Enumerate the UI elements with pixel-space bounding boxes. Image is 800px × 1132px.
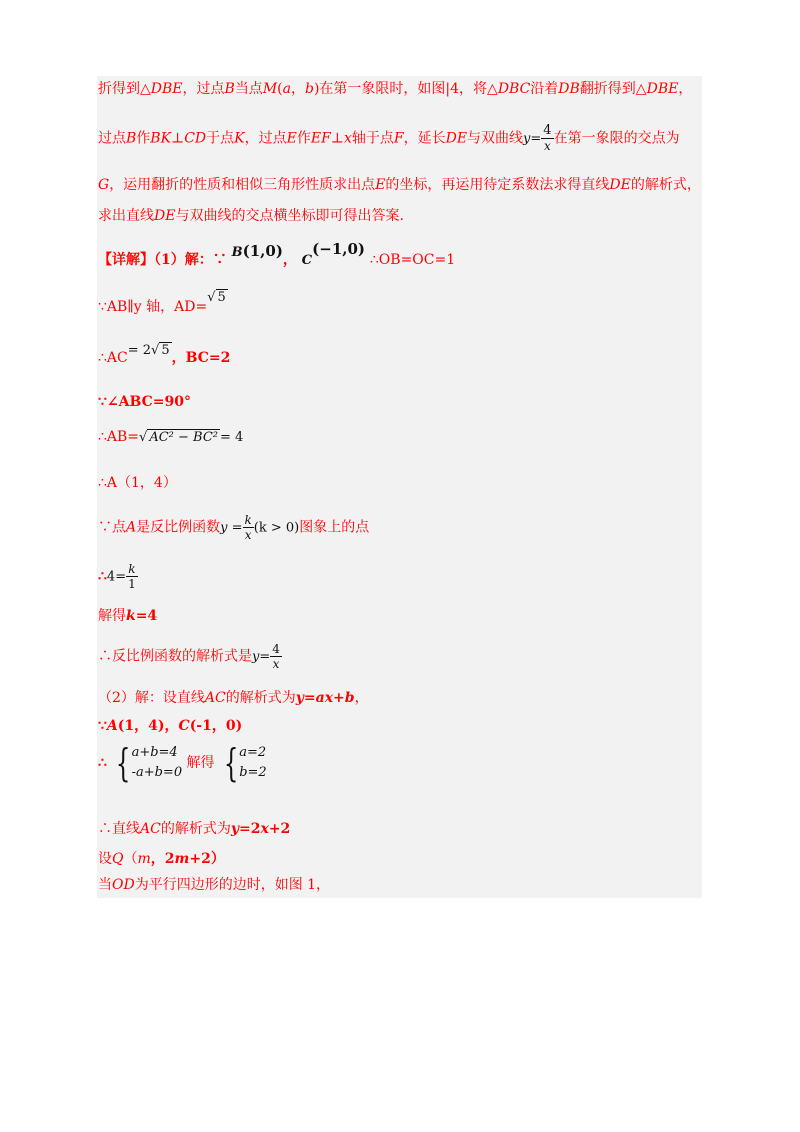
fraction	[243, 513, 254, 542]
text: ∵	[98, 718, 107, 734]
text: )在第一象限时，如图|4，将△	[313, 81, 498, 97]
text-line-1	[98, 80, 692, 98]
fraction-numerator: 4	[272, 642, 280, 656]
text: =	[303, 690, 316, 706]
math: BK	[150, 130, 172, 147]
math: E	[375, 177, 386, 193]
equation-row: -a+b=0	[131, 765, 183, 780]
math: OD	[112, 877, 135, 893]
text: ∴	[98, 568, 107, 585]
text: =2	[238, 821, 261, 837]
text: 解得	[186, 755, 215, 771]
math: = 2	[127, 343, 152, 358]
fraction	[270, 642, 282, 671]
math: A	[126, 519, 137, 536]
math-point-c: C	[301, 253, 313, 268]
text-line-20	[98, 876, 330, 894]
math: DBE	[150, 81, 183, 97]
fraction-denominator: 1	[128, 577, 136, 591]
text: ∴AB=	[98, 429, 140, 445]
math: Q	[112, 851, 124, 867]
math: K	[234, 130, 245, 147]
text: =4	[135, 608, 158, 624]
math-condition: (k > 0)	[253, 520, 300, 536]
text: 在第一象限的交点为	[553, 130, 680, 147]
fraction-numerator: 4	[543, 123, 552, 138]
text-line-7	[98, 343, 231, 368]
math: AC	[140, 821, 161, 837]
sqrt-expression: √ AC² − BC²	[139, 430, 218, 445]
text: （	[123, 851, 138, 867]
text: ，延长	[403, 130, 446, 147]
math: CD	[184, 130, 207, 147]
text: 当	[98, 877, 112, 893]
equation-system-1: { a+b=4 -a+b=0	[116, 741, 183, 785]
math: M	[262, 81, 278, 97]
math-y-equals: y=	[523, 131, 542, 147]
text: +2）	[189, 851, 225, 867]
text: ，	[354, 690, 369, 706]
text: ，	[678, 81, 693, 97]
fraction-numerator: k	[244, 513, 252, 527]
text: +2	[268, 821, 291, 837]
text: 解得	[98, 608, 126, 624]
text-line-4	[98, 207, 404, 225]
math: B	[224, 81, 235, 97]
text: (	[277, 81, 283, 97]
text: +	[333, 690, 345, 706]
text: 是反比例函数	[136, 519, 221, 536]
math: b	[304, 81, 314, 97]
math: F	[393, 130, 404, 147]
math: DBC	[497, 81, 531, 97]
text: （2）解：设直线	[98, 690, 205, 706]
text: ⊥	[171, 130, 185, 147]
text-line-19	[98, 850, 225, 868]
math: E	[286, 130, 297, 147]
math: DE	[609, 177, 631, 193]
text: (1，4)，	[117, 718, 179, 734]
math: m	[137, 851, 151, 867]
sqrt-expression: √ 5	[151, 343, 170, 358]
math-y-equals: y=	[252, 649, 271, 665]
text: 设	[98, 851, 112, 867]
math: y	[230, 821, 239, 837]
math: EF	[310, 130, 331, 147]
text: 作	[296, 130, 311, 147]
math: DE	[445, 130, 468, 147]
text: ，	[282, 252, 297, 268]
text: ∵AB∥y 轴，AD=	[98, 299, 208, 315]
math: AC	[204, 690, 226, 706]
text: 当点	[234, 81, 263, 97]
fraction	[541, 124, 553, 153]
text: 与双曲线的交点横坐标即可得出答案.	[175, 208, 404, 224]
text-line-6	[98, 290, 228, 317]
text-line-12	[98, 562, 138, 591]
text: ∴反比例函数的解析式是	[98, 648, 252, 665]
text: 轴于点	[351, 130, 394, 147]
math: x	[343, 130, 352, 147]
text: 沿着	[530, 81, 559, 97]
math: x	[260, 821, 269, 837]
text: ，2	[150, 851, 175, 867]
text: ∴OB=OC=1	[369, 252, 456, 268]
text-line-3	[98, 176, 701, 194]
detail-heading: 【详解】	[98, 252, 154, 268]
math: A	[106, 718, 118, 734]
equation-system-2: { a=2 b=2	[223, 741, 267, 785]
text-line-18	[98, 820, 290, 838]
text: ∴	[98, 755, 107, 771]
text-line-14	[98, 642, 282, 671]
text-line-17	[98, 743, 267, 783]
math: a	[282, 81, 291, 97]
math: C	[178, 718, 190, 734]
text-line-11	[98, 513, 369, 542]
text-line-5	[98, 240, 456, 270]
equation-row: a=2	[239, 745, 267, 760]
text-line-9	[98, 428, 243, 447]
math: B	[126, 130, 137, 147]
text: 的解析式为	[225, 690, 296, 706]
math-y-equals: y =	[220, 520, 243, 536]
text: ∵点	[98, 519, 126, 536]
text-line-13	[98, 607, 157, 625]
text: 的解析式，	[630, 177, 701, 193]
text: ⊥	[330, 130, 344, 147]
math: b	[344, 690, 355, 706]
math: = 4	[220, 430, 244, 445]
text: （1）解：∵	[154, 252, 227, 268]
math-point-b: B(1,0)	[231, 242, 283, 260]
text: ，运用翻折的性质和相似三角形性质求出点	[109, 177, 376, 193]
text: 求出直线	[98, 208, 154, 224]
text: 与双曲线	[467, 130, 524, 147]
sqrt-expression: √ 5	[207, 290, 226, 305]
fraction	[126, 562, 138, 591]
equation-row: a+b=4	[131, 745, 178, 760]
math: DBE	[646, 81, 679, 97]
text: 作	[136, 130, 151, 147]
math: ax	[315, 690, 334, 706]
fraction-numerator: k	[126, 562, 138, 577]
math: m	[174, 851, 190, 867]
text: ∴A（1，4）	[98, 475, 177, 491]
text-line-2	[98, 124, 680, 153]
math: y	[295, 690, 304, 706]
text-line-10	[98, 474, 177, 492]
text: 过点	[98, 130, 126, 147]
math-coord-c: (−1,0)	[312, 240, 366, 258]
math: DE	[154, 208, 176, 224]
math: k	[126, 608, 136, 624]
text: 图象上的点	[299, 519, 370, 536]
text: 的坐标，再运用待定系数法求得直线	[385, 177, 610, 193]
text-line-15	[98, 689, 369, 707]
text-line-8	[98, 393, 191, 411]
text: ∵∠ABC=90°	[98, 394, 191, 410]
fraction-denominator: x	[244, 528, 252, 542]
text: ，过点	[244, 130, 287, 147]
text: ∴直线	[98, 821, 140, 837]
math: 4=	[106, 569, 127, 585]
text: (-1，0)	[189, 718, 243, 734]
text: 折得到△	[98, 81, 151, 97]
fraction-denominator: x	[272, 657, 280, 671]
text: 的解析式为	[160, 821, 231, 837]
text: ，过点	[182, 81, 225, 97]
fraction-denominator: x	[544, 139, 551, 153]
text: ，BC=2	[171, 350, 231, 366]
text: ∴AC	[98, 350, 128, 366]
text-line-16	[98, 717, 242, 735]
text: 于点	[206, 130, 235, 147]
text: 为平行四边形的边时，如图 1，	[134, 877, 331, 893]
text: 翻折得到△	[579, 81, 647, 97]
equation-row: b=2	[239, 765, 267, 780]
math: G	[98, 177, 110, 193]
text: ，	[290, 81, 305, 97]
math: DB	[558, 81, 580, 97]
